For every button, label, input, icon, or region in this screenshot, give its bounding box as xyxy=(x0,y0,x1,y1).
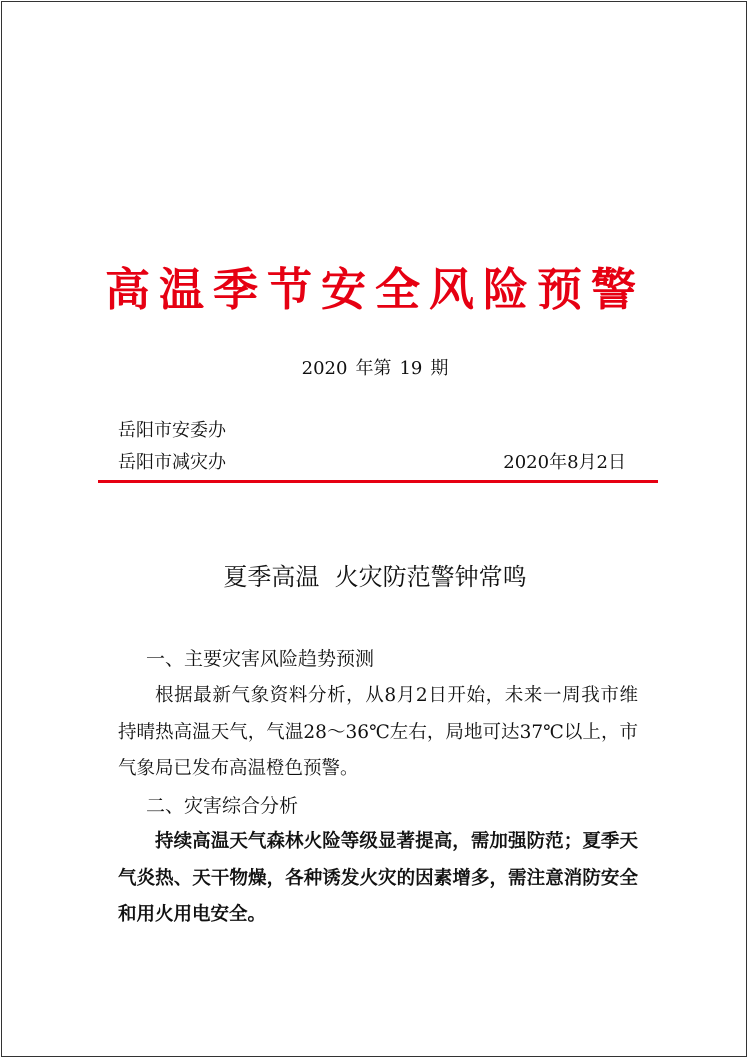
issuer-safety-committee: 岳阳市安委办 xyxy=(118,420,226,441)
issue-number xyxy=(0,356,750,382)
issue-number-unit: 期 xyxy=(430,358,449,379)
article-headline: 夏季高温 火灾防范警钟常鸣 xyxy=(223,563,527,591)
section-heading-2: 二、灾害综合分析 xyxy=(146,795,299,817)
issue-year: 2020 xyxy=(301,358,348,379)
issue-number-value: 19 xyxy=(399,358,423,379)
issue-date: 2020年8月2日 xyxy=(503,452,626,473)
section-body-2: 持续高温天气森林火险等级显著提高，需加强防范；夏季天气炎热、天干物燥，各种诱发火灾的因素增多，需注意消防安全和用火用电安全。 xyxy=(118,831,638,925)
section-body-1: 根据最新气象资料分析，从8月2日开始，未来一周我市维持晴热高温天气，气温28～36℃左右，局地可达37℃以上，市气象局已发布高温橙色预警。 xyxy=(118,685,638,779)
document-title: 高温季节安全风险预警 xyxy=(104,263,645,316)
issue-year-unit: 年第 xyxy=(355,358,392,379)
issuer-disaster-reduction-office: 岳阳市减灾办 xyxy=(118,452,226,473)
red-divider-rule xyxy=(98,480,658,483)
section-heading-1: 一、主要灾害风险趋势预测 xyxy=(146,648,375,670)
